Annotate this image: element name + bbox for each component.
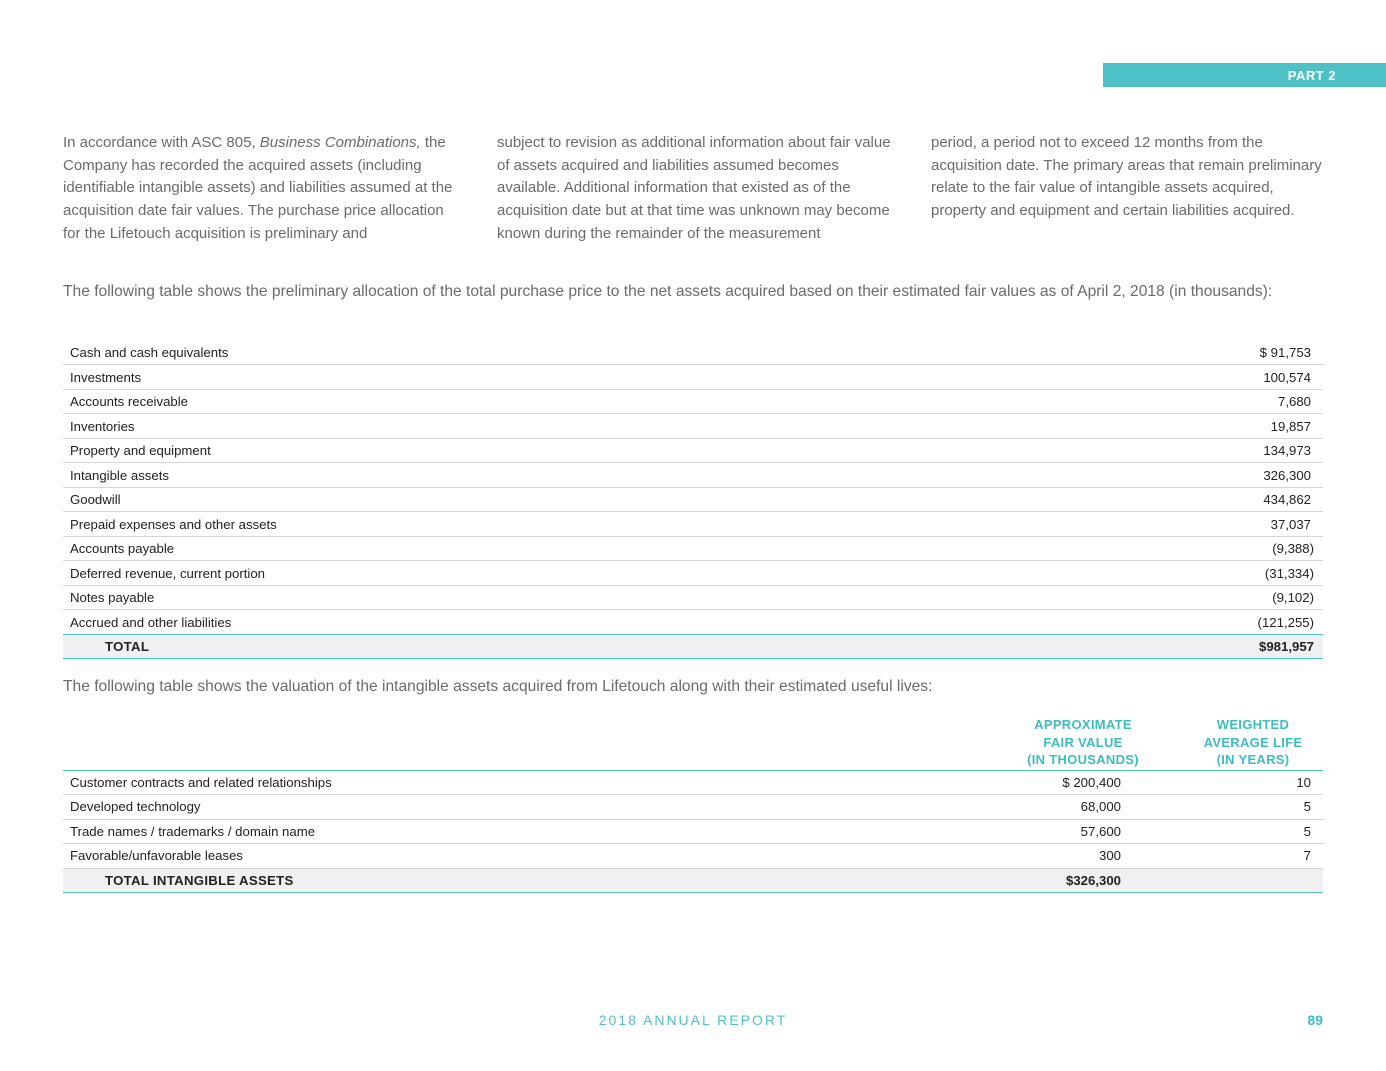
header-line: (IN YEARS) <box>1216 752 1290 767</box>
part-label: PART 2 <box>1103 63 1386 87</box>
row-value: 19,857 <box>1013 414 1323 439</box>
table-row <box>63 795 1323 820</box>
total-value: $981,957 <box>1013 634 1323 659</box>
row-value: (121,255) <box>1013 610 1323 635</box>
row-label: Inventories <box>63 414 1013 439</box>
row-label: Customer contracts and related relationships <box>63 770 983 795</box>
table-row <box>63 819 1323 844</box>
table-row <box>63 340 1323 365</box>
row-label: Developed technology <box>63 795 983 820</box>
row-value: 134,973 <box>1013 438 1323 463</box>
total-row <box>63 634 1323 659</box>
table-row <box>63 414 1323 439</box>
row-value: 7,680 <box>1013 389 1323 414</box>
intangibles-intro: The following table shows the valuation of the intangible assets acquired from Lifetouch along with their estimated useful lives: <box>63 678 933 695</box>
intro-column-1 <box>63 132 458 246</box>
header-line: APPROXIMATE <box>1034 717 1132 732</box>
table-row <box>63 438 1323 463</box>
table-row <box>63 463 1323 488</box>
intro-columns <box>63 132 1323 272</box>
table-row <box>63 536 1323 561</box>
header-line: AVERAGE LIFE <box>1203 734 1303 750</box>
page-number: 89 <box>1307 1012 1323 1028</box>
table-row <box>63 561 1323 586</box>
row-label: Property and equipment <box>63 438 1013 463</box>
intro-col1-emphasis: Business Combinations, <box>259 134 421 151</box>
row-value: (31,334) <box>1013 561 1323 586</box>
header-line: FAIR VALUE <box>1043 734 1123 750</box>
header-line: WEIGHTED <box>1216 717 1290 732</box>
intro-column-3: period, a period not to exceed 12 months from the acquisition date. The primary areas that remain preliminary relate to the fair value of intangible assets acquired, property and equipment and certain liabilities acquired. <box>931 134 1322 220</box>
row-life: 10 <box>1163 770 1323 795</box>
total-label: TOTAL INTANGIBLE ASSETS <box>63 868 983 893</box>
row-life: 5 <box>1163 795 1323 820</box>
header-average-life <box>1163 714 1323 770</box>
table-row <box>63 487 1323 512</box>
row-fair-value: 68,000 <box>983 795 1163 820</box>
header-label-blank <box>63 714 983 770</box>
total-row <box>63 868 1323 893</box>
row-value: (9,388) <box>1013 536 1323 561</box>
row-label: Prepaid expenses and other assets <box>63 512 1013 537</box>
table-row <box>63 585 1323 610</box>
table-row <box>63 389 1323 414</box>
header-line: (IN THOUSANDS) <box>1027 752 1139 767</box>
allocation-intro: The following table shows the preliminary allocation of the total purchase price to the net assets acquired based on their estimated fair values as of April 2, 2018 (in thousands): <box>63 283 1273 300</box>
row-life: 7 <box>1163 844 1323 869</box>
total-value: $326,300 <box>983 868 1163 893</box>
row-fair-value: 300 <box>983 844 1163 869</box>
row-value: (9,102) <box>1013 585 1323 610</box>
footer-title: 2018 ANNUAL REPORT <box>598 1012 788 1028</box>
row-label: Intangible assets <box>63 463 1013 488</box>
row-label: Accrued and other liabilities <box>63 610 1013 635</box>
row-label: Investments <box>63 365 1013 390</box>
row-label: Deferred revenue, current portion <box>63 561 1013 586</box>
table-row <box>63 844 1323 869</box>
header-fair-value <box>983 714 1163 770</box>
intro-col1-text-b: the Company has recorded the acquired assets (including identifiable intangible assets) and liabilities assumed at the acquisition date fair values. The purchase price allocation for the Lifetouch acquisition is preliminary and <box>63 134 453 242</box>
table-row <box>63 365 1323 390</box>
table-row <box>63 512 1323 537</box>
row-label: Goodwill <box>63 487 1013 512</box>
row-fair-value: 57,600 <box>983 819 1163 844</box>
row-label: Accounts payable <box>63 536 1013 561</box>
allocation-table <box>63 340 1323 659</box>
total-label: TOTAL <box>63 634 1013 659</box>
table-row <box>63 610 1323 635</box>
row-label: Notes payable <box>63 585 1013 610</box>
row-label: Favorable/unfavorable leases <box>63 844 983 869</box>
row-label: Cash and cash equivalents <box>63 340 1013 365</box>
row-value: $ 91,753 <box>1013 340 1323 365</box>
row-value: 37,037 <box>1013 512 1323 537</box>
row-fair-value: $ 200,400 <box>983 770 1163 795</box>
intro-col1-text-a: In accordance with ASC 805, <box>63 134 260 151</box>
header-row <box>63 714 1323 770</box>
row-label: Accounts receivable <box>63 389 1013 414</box>
table-row <box>63 770 1323 795</box>
row-value: 100,574 <box>1013 365 1323 390</box>
row-label: Trade names / trademarks / domain name <box>63 819 983 844</box>
row-value: 434,862 <box>1013 487 1323 512</box>
intangibles-table <box>63 714 1323 893</box>
intro-column-2: subject to revision as additional information about fair value of assets acquired and liabilities assumed becomes available. Additional information that existed as of the acquisition date but at that time was unknown may become known during the remainder of the measurement <box>497 134 891 242</box>
row-value: 326,300 <box>1013 463 1323 488</box>
row-life: 5 <box>1163 819 1323 844</box>
total-life-blank <box>1163 868 1323 893</box>
